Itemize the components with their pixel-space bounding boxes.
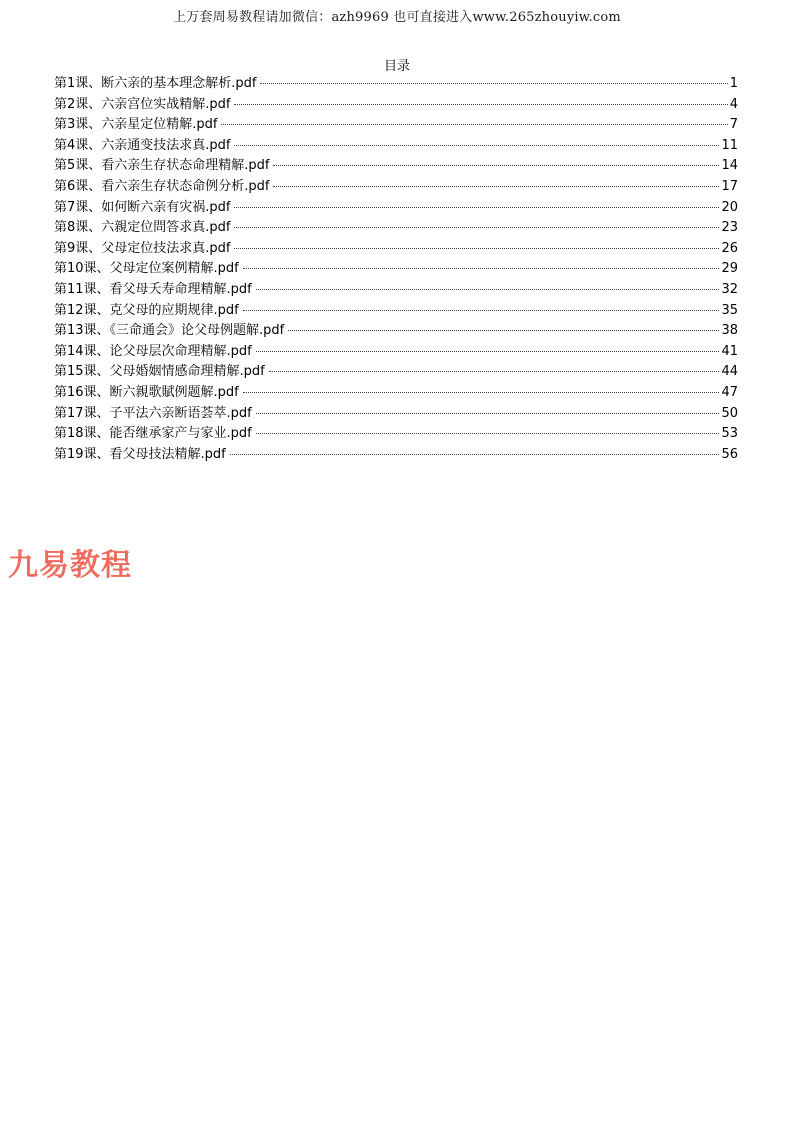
toc-entry-page-number[interactable]: 38 [721, 323, 738, 339]
toc-entry-page-number[interactable]: 53 [721, 426, 738, 442]
toc-entry[interactable] [54, 218, 738, 239]
dot-leader [243, 267, 720, 269]
toc-entry[interactable] [54, 445, 738, 466]
toc-entry[interactable] [54, 259, 738, 280]
toc-entry[interactable] [54, 74, 738, 95]
dot-leader [243, 309, 720, 311]
toc-entry[interactable] [54, 383, 738, 404]
dot-leader [256, 350, 720, 352]
toc-entry-label[interactable]: 第2课、六亲宫位实战精解.pdf [54, 96, 231, 112]
toc-entry[interactable] [54, 239, 738, 260]
dot-leader [234, 226, 719, 228]
toc-entry-page-number[interactable]: 26 [721, 240, 738, 256]
page-header: 上万套周易教程请加微信：azh9969 也可直接进入www.265zhouyiw.com [173, 10, 621, 25]
toc-entry-label[interactable]: 第17课、子平法六亲断语荟萃.pdf [54, 405, 252, 421]
toc-entry-page-number[interactable]: 23 [721, 220, 738, 236]
toc-entry[interactable] [54, 321, 738, 342]
toc-entry-page-number[interactable]: 35 [721, 302, 738, 318]
toc-entry-page-number[interactable]: 17 [721, 178, 738, 194]
toc-entry-label[interactable]: 第18课、能否继承家产与家业.pdf [54, 426, 252, 442]
toc-entry-label[interactable]: 第11课、看父母夭寿命理精解.pdf [54, 281, 252, 297]
toc-entry-page-number[interactable]: 4 [729, 96, 738, 112]
toc-entry[interactable] [54, 95, 738, 116]
table-of-contents [54, 74, 738, 465]
dot-leader [273, 185, 719, 187]
toc-entry[interactable] [54, 404, 738, 425]
dot-leader [234, 247, 719, 249]
toc-entry-label[interactable]: 第1课、断六亲的基本理念解析.pdf [54, 76, 257, 91]
toc-entry[interactable] [54, 342, 738, 363]
dot-leader [273, 164, 719, 166]
toc-entry-label[interactable]: 第19课、看父母技法精解.pdf [54, 446, 226, 462]
toc-entry[interactable] [54, 424, 738, 445]
toc-entry-label[interactable]: 第10课、父母定位案例精解.pdf [54, 261, 239, 277]
toc-entry[interactable] [54, 280, 738, 301]
toc-entry-page-number[interactable]: 14 [721, 158, 738, 174]
dot-leader [243, 391, 720, 393]
dot-leader [269, 370, 720, 372]
dot-leader [221, 123, 727, 125]
dot-leader [256, 412, 720, 414]
toc-entry-page-number[interactable]: 11 [721, 137, 738, 153]
dot-leader [256, 432, 720, 434]
toc-entry-page-number[interactable]: 44 [721, 364, 738, 380]
toc-entry[interactable] [54, 362, 738, 383]
dot-leader [230, 453, 720, 455]
toc-entry[interactable] [54, 177, 738, 198]
toc-entry-label[interactable]: 第8课、六親定位問答求真.pdf [54, 220, 231, 236]
toc-entry[interactable] [54, 301, 738, 322]
dot-leader [260, 82, 727, 84]
toc-entry-label[interactable]: 第6课、看六亲生存状态命例分析.pdf [54, 178, 270, 194]
toc-entry-page-number[interactable]: 47 [721, 384, 738, 400]
toc-entry-page-number[interactable]: 50 [721, 405, 738, 421]
toc-entry-page-number[interactable]: 20 [721, 199, 738, 215]
toc-entry-page-number[interactable]: 1 [729, 76, 738, 91]
dot-leader [288, 329, 719, 331]
toc-entry-label[interactable]: 第9课、父母定位技法求真.pdf [54, 240, 231, 256]
dot-leader [256, 288, 720, 290]
toc-entry-label[interactable]: 第14课、论父母层次命理精解.pdf [54, 343, 252, 359]
dot-leader [234, 206, 719, 208]
toc-title: 目录 [383, 59, 410, 74]
toc-entry-label[interactable]: 第13课、《三命通会》论父母例题解.pdf [54, 323, 285, 339]
toc-entry-label[interactable]: 第16课、断六親歌賦例题解.pdf [54, 384, 239, 400]
toc-entry-page-number[interactable]: 56 [721, 446, 738, 462]
toc-entry-page-number[interactable]: 41 [721, 343, 738, 359]
toc-entry-label[interactable]: 第15课、父母婚姻情感命理精解.pdf [54, 364, 265, 380]
toc-entry[interactable] [54, 198, 738, 219]
toc-entry-label[interactable]: 第4课、六亲通变技法求真.pdf [54, 137, 231, 153]
dot-leader [234, 103, 727, 105]
toc-entry[interactable] [54, 115, 738, 136]
toc-entry-page-number[interactable]: 29 [721, 261, 738, 277]
toc-entry[interactable] [54, 136, 738, 157]
toc-entry-label[interactable]: 第5课、看六亲生存状态命理精解.pdf [54, 158, 270, 174]
toc-entry-label[interactable]: 第12课、克父母的应期规律.pdf [54, 302, 239, 318]
toc-entry-page-number[interactable]: 7 [729, 117, 738, 133]
toc-entry-page-number[interactable]: 32 [721, 281, 738, 297]
toc-entry-label[interactable]: 第7课、如何断六亲有灾祸.pdf [54, 199, 231, 215]
toc-entry-label[interactable]: 第3课、六亲星定位精解.pdf [54, 117, 218, 133]
dot-leader [234, 144, 719, 146]
toc-entry[interactable] [54, 156, 738, 177]
watermark-logo: 九易教程 [8, 548, 132, 583]
